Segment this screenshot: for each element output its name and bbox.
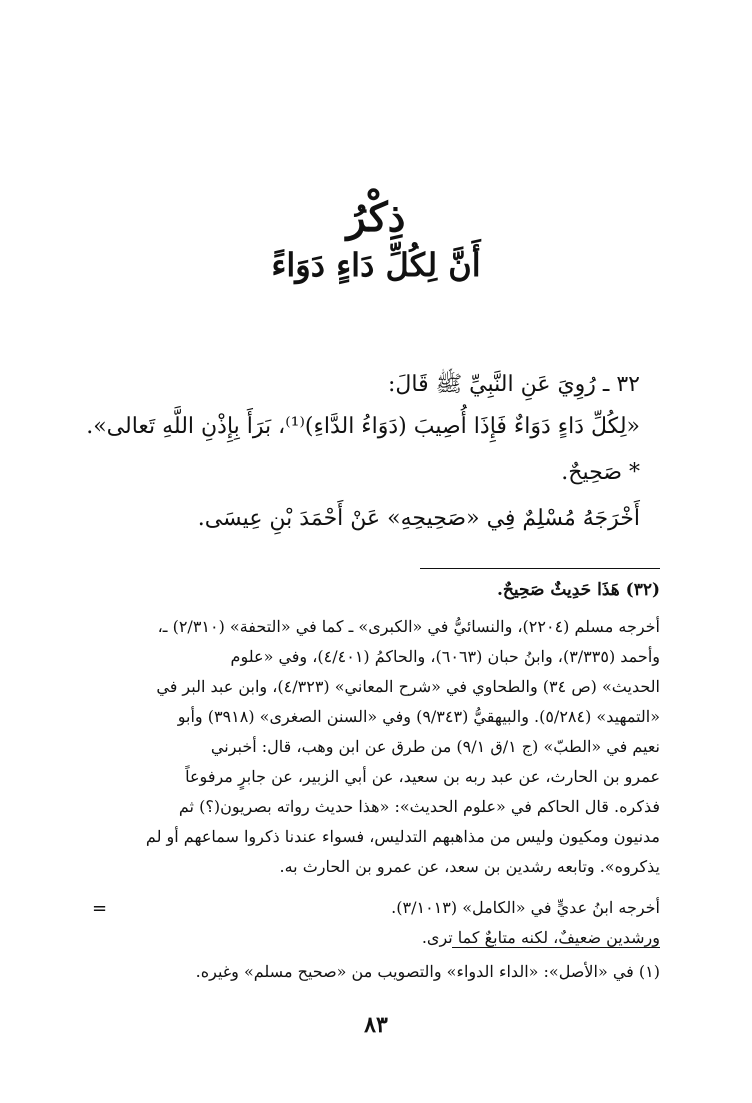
footnote-line: «التمهيد» (٥/٢٨٤). والبيهقيُّ (٩/٣٤٣) وفي «السنن الصغرى» (٣٩١٨) وأبو (177, 707, 660, 726)
page-number: ٨٣ (364, 1012, 388, 1038)
footnote-separator (420, 568, 660, 569)
footnote-line: عمرو بن الحارث، عن عبد ربه بن سعيد، عن أبي الزبير، عن جابرٍ مرفوعاً (185, 767, 660, 786)
footnote-line: فذكره. قال الحاكم في «علوم الحديث»: «هذا حديث رواته بصريون(؟) ثم (178, 797, 660, 816)
note-separator (452, 947, 660, 948)
footnote-line: الحديث» (ص ٣٤) والطحاوي في «شرح المعاني» (٤/٣٢٣)، وابن عبد البر في (156, 677, 660, 696)
footnote-line: نعيم في «الطبّ» (ج ١/ق ٩/١) من طرق عن ابن وهب، قال: أخبرني (210, 737, 660, 756)
footnote-line: وأحمد (٣/٣٣٥)، وابنُ حبان (٦٠٦٣)، والحاكمُ (٤/٤٠١)، وفي «علوم (230, 647, 660, 666)
hadith-source: أَخْرَجَهُ مُسْلِمٌ فِي «صَحِيحِهِ» عَنْ أَحْمَدَ بْنِ عِيسَى. (197, 506, 640, 531)
hadith-grade: * صَحِيحٌ. (561, 460, 640, 485)
footnote-line: أخرجه ابنُ عديٍّ في «الكامل» (٣/١٠١٣). (391, 898, 660, 917)
editor-note: (١) في «الأصل»: «الداء الدواء» والتصويب من «صحيح مسلم» وغيره. (195, 962, 660, 981)
footnote-line: ورشدين ضعيفٌ، لكنه متابعٌ كما ترى. (421, 928, 660, 947)
footnote-line: مدنيون ومكيون وليس من مذاهبهم التدليس، فسواء عندنا ذكروا سماعهم أو لم (145, 827, 660, 846)
footnote-heading: (٣٢) هَذَا حَدِيثٌ صَحِيحٌ. (496, 580, 660, 600)
chapter-subtitle: أَنَّ لِكُلِّ دَاءٍ دَوَاءً (271, 246, 481, 284)
continuation-mark: = (92, 898, 108, 919)
footnote-line: أخرجه مسلم (٢٢٠٤)، والنسائيُّ في «الكبرى» ـ كما في «التحفة» (٢/٣١٠) ـ، (157, 617, 660, 636)
footnote-line: يذكروه». وتابعه رشدين بن سعد، عن عمرو بن الحارث به. (279, 857, 660, 876)
hadith-intro: ٣٢ ـ رُوِيَ عَنِ النَّبِيِّ ﷺ قَالَ: (387, 372, 640, 397)
hadith-text: «لِكُلِّ دَاءٍ دَوَاءٌ فَإِذَا أُصِيبَ (دَوَاءُ الدَّاءِ)⁽¹⁾، بَرَأَ بِإِذْنِ اللَّهِ تَعالى». (86, 414, 640, 439)
chapter-title: ذِكْرُ (346, 194, 406, 241)
